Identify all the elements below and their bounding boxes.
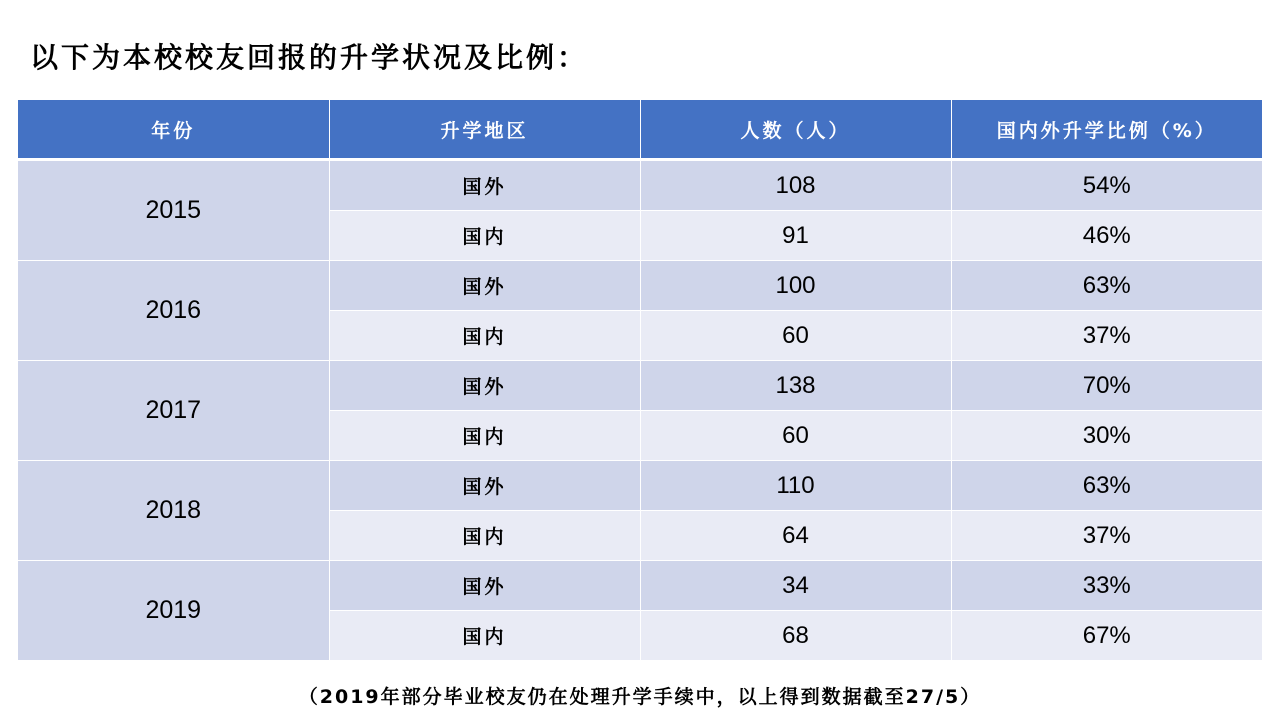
region-cell: 国外: [329, 561, 640, 611]
ratio-cell: 70%: [951, 361, 1262, 411]
ratio-cell: 54%: [951, 160, 1262, 211]
table-row: [18, 461, 1262, 511]
ratio-cell: 37%: [951, 311, 1262, 361]
count-cell: 91: [640, 211, 951, 261]
table-row: [18, 160, 1262, 211]
region-cell: 国外: [329, 160, 640, 211]
ratio-cell: 46%: [951, 211, 1262, 261]
region-cell: 国内: [329, 211, 640, 261]
count-cell: 60: [640, 311, 951, 361]
count-cell: 64: [640, 511, 951, 561]
table-row: [18, 261, 1262, 311]
region-cell: 国内: [329, 611, 640, 661]
region-cell: 国外: [329, 361, 640, 411]
year-cell: 2018: [18, 461, 329, 561]
year-cell: 2016: [18, 261, 329, 361]
table-row: [18, 561, 1262, 611]
header-region: 升学地区: [329, 100, 640, 160]
count-cell: 34: [640, 561, 951, 611]
year-cell: 2015: [18, 160, 329, 261]
header-year: 年份: [18, 100, 329, 160]
footnote: （2019年部分毕业校友仍在处理升学手续中，以上得到数据截至27/5）: [298, 686, 982, 708]
region-cell: 国内: [329, 511, 640, 561]
region-cell: 国内: [329, 311, 640, 361]
year-cell: 2017: [18, 361, 329, 461]
header-count: 人数（人）: [640, 100, 951, 160]
ratio-cell: 37%: [951, 511, 1262, 561]
count-cell: 68: [640, 611, 951, 661]
region-cell: 国外: [329, 461, 640, 511]
count-cell: 110: [640, 461, 951, 511]
count-cell: 60: [640, 411, 951, 461]
ratio-cell: 67%: [951, 611, 1262, 661]
table-header-row: [18, 100, 1262, 160]
admission-table: [18, 100, 1262, 661]
ratio-cell: 30%: [951, 411, 1262, 461]
year-cell: 2019: [18, 561, 329, 661]
count-cell: 108: [640, 160, 951, 211]
table-row: [18, 361, 1262, 411]
region-cell: 国外: [329, 261, 640, 311]
ratio-cell: 33%: [951, 561, 1262, 611]
region-cell: 国内: [329, 411, 640, 461]
ratio-cell: 63%: [951, 261, 1262, 311]
ratio-cell: 63%: [951, 461, 1262, 511]
count-cell: 138: [640, 361, 951, 411]
header-ratio: 国内外升学比例（%）: [951, 100, 1262, 160]
page-title: 以下为本校校友回报的升学状况及比例：: [30, 41, 589, 74]
count-cell: 100: [640, 261, 951, 311]
